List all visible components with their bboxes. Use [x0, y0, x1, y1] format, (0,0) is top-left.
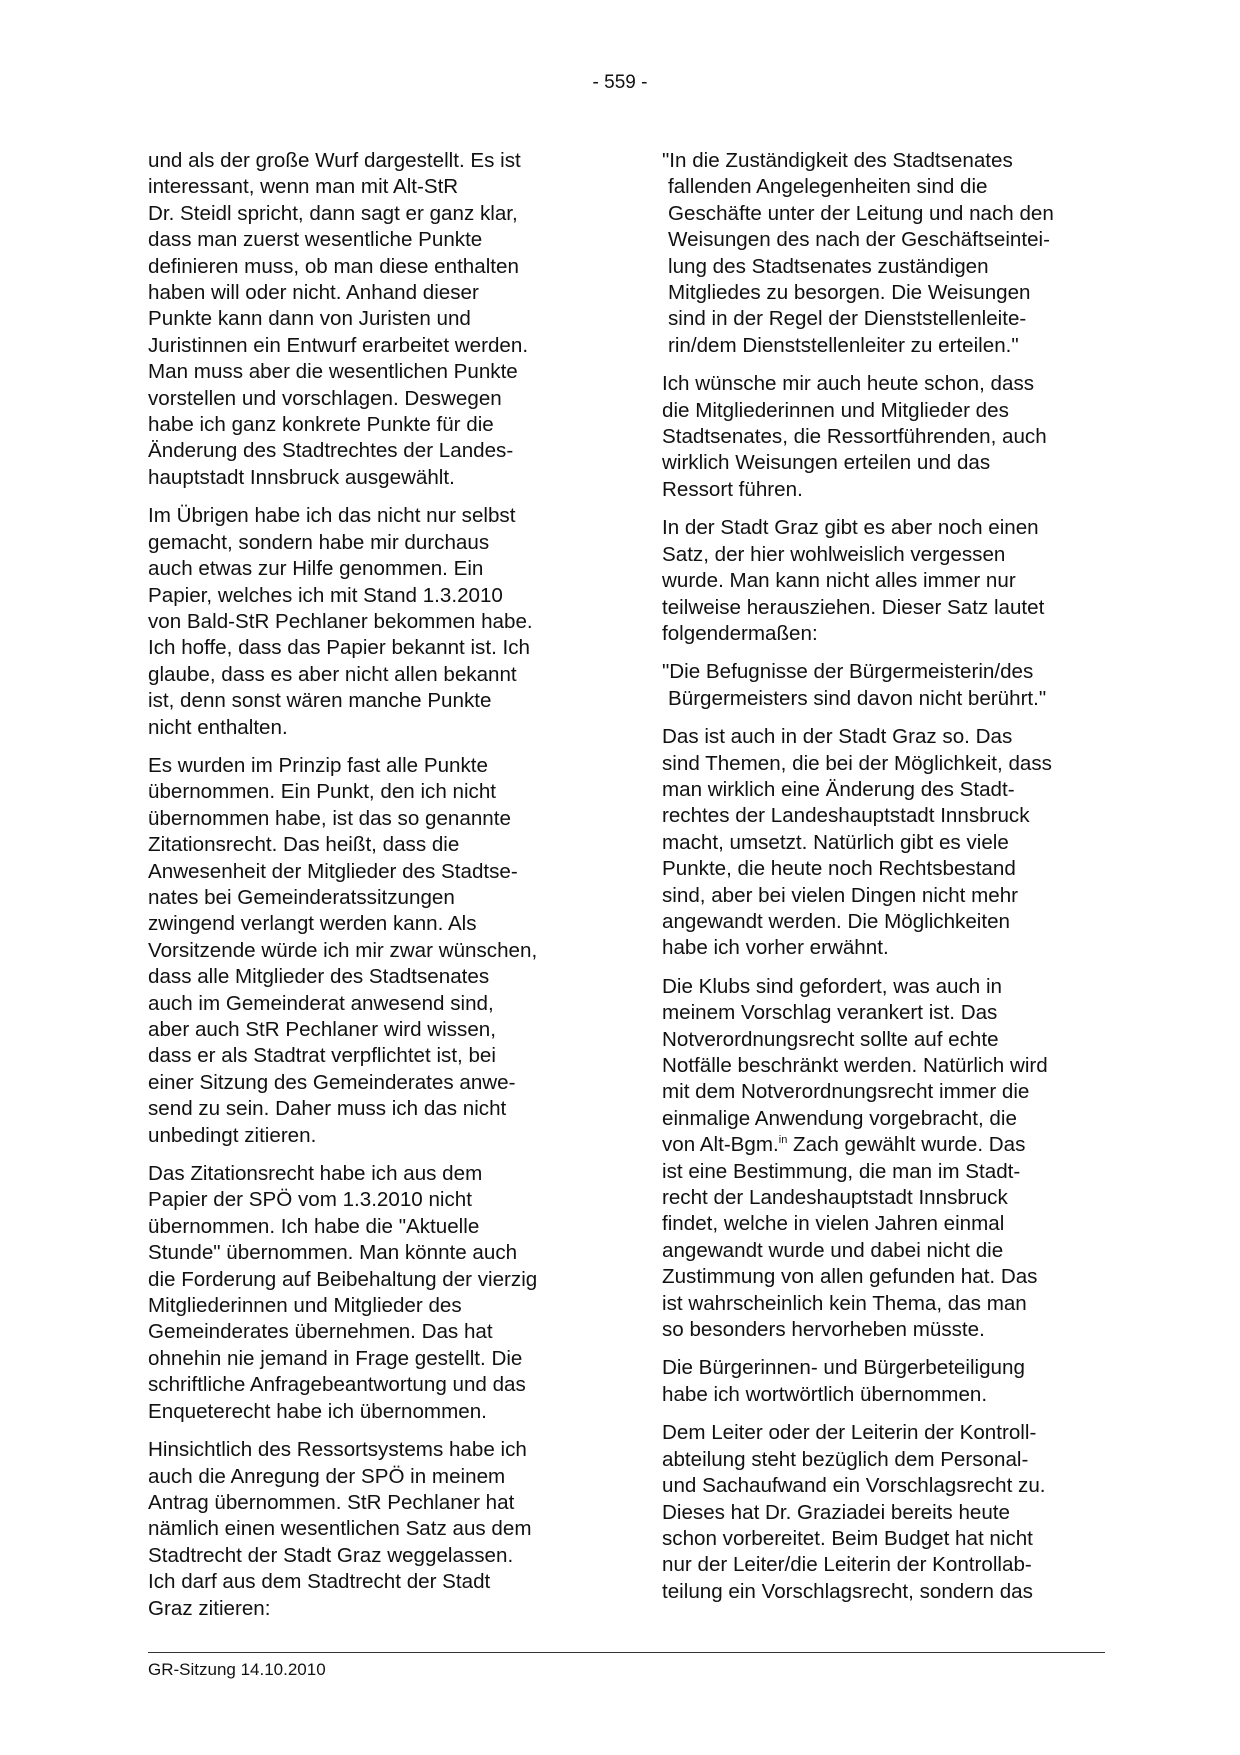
text-line: auch im Gemeinderat anwesend sind,: [148, 991, 494, 1015]
text-line: übernommen. Ein Punkt, den ich nicht: [148, 780, 497, 804]
text-line: Notfälle beschränkt werden. Natürlich wird: [662, 1054, 1048, 1077]
text-line: Papier, welches ich mit Stand 1.3.2010: [148, 583, 503, 607]
text-line: und als der große Wurf dargestellt. Es ist: [148, 149, 521, 172]
text-line: Zustimmung von allen gefunden hat. Das: [662, 1265, 1038, 1289]
text-line: die Forderung auf Beibehaltung der vierzig: [148, 1267, 538, 1291]
text-line: Gemeinderates übernehmen. Das hat: [148, 1320, 493, 1344]
text-line: übernommen. Ich habe die "Aktuelle: [148, 1214, 480, 1238]
paragraph: [662, 371, 1102, 503]
left-column: [148, 148, 593, 1634]
text-line: einer Sitzung des Gemeinderates anwe-: [148, 1070, 516, 1094]
text-line: Man muss aber die wesentlichen Punkte: [148, 360, 518, 384]
text-line: rechtes der Landeshauptstadt Innsbruck: [662, 804, 1030, 828]
text-line: macht, umsetzt. Natürlich gibt es viele: [662, 830, 1009, 854]
quote-paragraph: [662, 659, 1102, 712]
text-line: angewandt werden. Die Möglichkeiten: [662, 909, 1011, 933]
text-line: vorstellen und vorschlagen. Deswegen: [148, 386, 502, 410]
paragraph: [148, 753, 593, 1149]
text-line: folgendermaßen:: [662, 621, 818, 645]
paragraph: [148, 1437, 593, 1622]
text-line: rin/dem Dienststellenleiter zu erteilen.": [668, 333, 1019, 357]
footer-divider: [148, 1652, 1105, 1653]
text-line: Das Zitationsrecht habe ich aus dem: [148, 1162, 483, 1186]
text-line: sind Themen, die bei der Möglichkeit, dass: [662, 751, 1052, 775]
text-line: Punkte, die heute noch Rechtsbestand: [662, 857, 1016, 881]
text-line: Ich hoffe, dass das Papier bekannt ist. Ich: [148, 636, 530, 660]
text-line: Dem Leiter oder der Leiterin der Kontroll-: [662, 1421, 1037, 1445]
superscript: in: [778, 1134, 788, 1147]
paragraph: [148, 1161, 593, 1425]
text-line: interessant, wenn man mit Alt-StR: [148, 175, 459, 199]
text-line: haben will oder nicht. Anhand dieser: [148, 281, 479, 305]
text-line: Satz, der hier wohlweislich vergessen: [662, 542, 1006, 566]
text-line: sind, aber bei vielen Dingen nicht mehr: [662, 883, 1019, 907]
text-line: ist, denn sonst wären manche Punkte: [148, 689, 492, 713]
text-line: lung des Stadtsenates zuständigen: [668, 254, 989, 278]
text-line: ist wahrscheinlich kein Thema, das man: [662, 1291, 1027, 1315]
text-line: dass man zuerst wesentliche Punkte: [148, 228, 483, 252]
text-line: auch etwas zur Hilfe genommen. Ein: [148, 557, 484, 581]
text-line: glaube, dass es aber nicht allen bekannt: [148, 662, 517, 686]
text-line: Notverordnungsrecht sollte auf echte: [662, 1027, 999, 1051]
text-line: teilweise herausziehen. Dieser Satz lautet: [662, 595, 1045, 619]
text-line: Ich wünsche mir auch heute schon, dass: [662, 372, 1035, 396]
text-line: schriftliche Anfragebeantwortung und das: [148, 1373, 526, 1397]
text-line: Im Übrigen habe ich das nicht nur selbst: [148, 504, 516, 528]
text-line: Dr. Steidl spricht, dann sagt er ganz klar,: [148, 201, 518, 225]
text-line: aber auch StR Pechlaner wird wissen,: [148, 1018, 496, 1041]
text-line: teilung ein Vorschlagsrecht, sondern das: [662, 1579, 1033, 1603]
text-line: angewandt wurde und dabei nicht die: [662, 1238, 1004, 1262]
text-line: so besonders hervorheben müsste.: [662, 1318, 985, 1342]
paragraph: [662, 1420, 1102, 1605]
page-number: - 559 -: [592, 72, 648, 93]
text-line: gemacht, sondern habe mir durchaus: [148, 530, 490, 554]
text-line: man wirklich eine Änderung des Stadt-: [662, 777, 1015, 801]
text-line: Anwesenheit der Mitglieder des Stadtse-: [148, 859, 518, 883]
text-line: Ressort führen.: [662, 477, 803, 501]
footer-session-date: GR-Sitzung 14.10.2010: [148, 1660, 326, 1679]
text-line: unbedingt zitieren.: [148, 1123, 317, 1147]
text-line: Hinsichtlich des Ressortsystems habe ich: [148, 1438, 527, 1462]
text-line: die Mitgliederinnen und Mitglieder des: [662, 398, 1009, 422]
text-line: habe ich ganz konkrete Punkte für die: [148, 413, 494, 437]
text-line: von Bald-StR Pechlaner bekommen habe.: [148, 609, 533, 633]
text-line: Antrag übernommen. StR Pechlaner hat: [148, 1490, 515, 1514]
text-line: Das ist auch in der Stadt Graz so. Das: [662, 725, 1013, 749]
text-line: einmalige Anwendung vorgebracht, die: [662, 1106, 1017, 1130]
text-line: von Alt-Bgm.$^{in}$ Zach gewählt wurde. Das: [662, 1133, 1026, 1157]
text-line: sind in der Regel der Dienststellenleite-: [668, 307, 1027, 331]
text-line: "Die Befugnisse der Bürgermeisterin/des: [662, 660, 1034, 684]
text-line: Enqueterecht habe ich übernommen.: [148, 1399, 487, 1423]
text-line: habe ich vorher erwähnt.: [662, 936, 889, 960]
text-line: Mitgliedes zu besorgen. Die Weisungen: [668, 281, 1031, 305]
text-line: wirklich Weisungen erteilen und das: [662, 451, 991, 475]
text-line: Dieses hat Dr. Graziadei bereits heute: [662, 1500, 1010, 1524]
paragraph: [148, 503, 593, 741]
text-line: Die Klubs sind gefordert, was auch in: [662, 974, 1002, 998]
text-line: abteilung steht bezüglich dem Personal-: [662, 1447, 1029, 1471]
quote-paragraph: [662, 148, 1102, 359]
text-line: Graz zitieren:: [148, 1596, 271, 1620]
text-line: Vorsitzende würde ich mir zwar wünschen,: [148, 938, 538, 962]
text-line: nämlich einen wesentlichen Satz aus dem: [148, 1517, 532, 1541]
text-line: Änderung des Stadtrechtes der Landes-: [148, 439, 514, 463]
text-line: "In die Zuständigkeit des Stadtsenates: [662, 149, 1013, 172]
text-line: zwingend verlangt werden kann. Als: [148, 912, 477, 936]
text-line: Mitgliederinnen und Mitglieder des: [148, 1294, 462, 1318]
paragraph: [662, 974, 1102, 1344]
text-line: dass alle Mitglieder des Stadtsenates: [148, 965, 490, 989]
text-line: Stunde" übernommen. Man könnte auch: [148, 1241, 518, 1265]
text-line: nicht enthalten.: [148, 715, 288, 739]
paragraph: [662, 1355, 1102, 1408]
text-line: findet, welche in vielen Jahren einmal: [662, 1212, 1005, 1236]
text-line: ohnehin nie jemand in Frage gestellt. Die: [148, 1346, 523, 1370]
text-line: send zu sein. Daher muss ich das nicht: [148, 1097, 507, 1121]
paragraph: [148, 148, 593, 491]
text-line: nur der Leiter/die Leiterin der Kontrollab-: [662, 1553, 1032, 1577]
text-line: Ich darf aus dem Stadtrecht der Stadt: [148, 1570, 491, 1594]
text-line: hauptstadt Innsbruck ausgewählt.: [148, 465, 455, 489]
text-line: ist eine Bestimmung, die man im Stadt-: [662, 1159, 1021, 1183]
right-column: [662, 148, 1102, 1617]
text-line: Bürgermeisters sind davon nicht berührt.": [668, 686, 1047, 710]
text-line: Es wurden im Prinzip fast alle Punkte: [148, 753, 488, 777]
text-line: auch die Anregung der SPÖ in meinem: [148, 1464, 506, 1488]
text-line: fallenden Angelegenheiten sind die: [668, 175, 988, 199]
text-line: Die Bürgerinnen- und Bürgerbeteiligung: [662, 1356, 1025, 1380]
text-line: dass er als Stadtrat verpflichtet ist, bei: [148, 1044, 496, 1068]
text-line: mit dem Notverordnungsrecht immer die: [662, 1080, 1030, 1104]
text-line: Juristinnen ein Entwurf erarbeitet werden.: [148, 333, 529, 357]
text-line: Punkte kann dann von Juristen und: [148, 307, 471, 331]
text-line: Weisungen des nach der Geschäftseintei-: [668, 228, 1050, 252]
text-line: definieren muss, ob man diese enthalten: [148, 254, 519, 278]
paragraph: [662, 515, 1102, 647]
text-line: Stadtrecht der Stadt Graz weggelassen.: [148, 1543, 514, 1567]
text-line: übernommen habe, ist das so genannte: [148, 806, 511, 830]
text-line: Zitationsrecht. Das heißt, dass die: [148, 833, 460, 857]
text-line: In der Stadt Graz gibt es aber noch einen: [662, 516, 1039, 540]
text-line: Papier der SPÖ vom 1.3.2010 nicht: [148, 1188, 472, 1212]
text-line: meinem Vorschlag verankert ist. Das: [662, 1001, 998, 1025]
text-line: nates bei Gemeinderatssitzungen: [148, 885, 455, 909]
text-line: Stadtsenates, die Ressortführenden, auch: [662, 425, 1047, 449]
text-line: und Sachaufwand ein Vorschlagsrecht zu.: [662, 1474, 1046, 1498]
text-line: Geschäfte unter der Leitung und nach den: [668, 201, 1054, 225]
text-line: wurde. Man kann nicht alles immer nur: [662, 569, 1016, 593]
paragraph: [662, 724, 1102, 962]
text-line: habe ich wortwörtlich übernommen.: [662, 1382, 988, 1406]
text-line: schon vorbereitet. Beim Budget hat nicht: [662, 1526, 1033, 1550]
text-line: recht der Landeshauptstadt Innsbruck: [662, 1186, 1008, 1210]
